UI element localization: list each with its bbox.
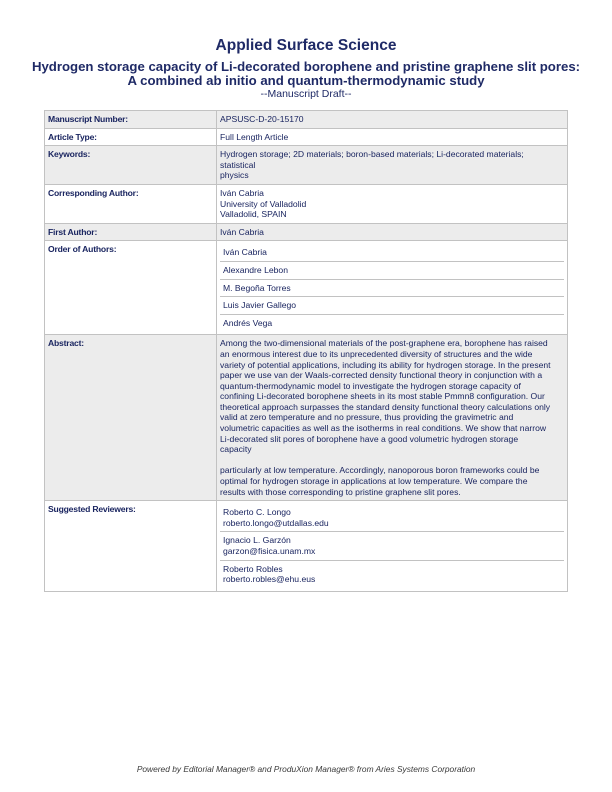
abstract-line: confining Li-decorated borophene sheets in its most stable Pmmn8 configuration. Our (220, 391, 545, 402)
reviewer-item (220, 532, 564, 560)
reviewer-name: Roberto C. Longo (223, 507, 291, 518)
manuscript-draft-label: --Manuscript Draft-- (260, 88, 352, 100)
label-keywords: Keywords: (45, 146, 217, 185)
label-manuscript-number: Manuscript Number: (45, 111, 217, 129)
value-order-of-authors (217, 241, 568, 335)
label-first-author: First Author: (45, 223, 217, 241)
corresponding-author-location: Valladolid, SPAIN (220, 209, 287, 220)
abstract-line: quantum-thermodynamic model to investigate the hydrogen storage capacity of (220, 380, 521, 391)
value-abstract (217, 335, 568, 501)
value-suggested-reviewers (217, 501, 568, 592)
row-order-of-authors (45, 241, 568, 335)
abstract-line: variety of potential applications, including its ability for hydrogen storage. In the present (220, 359, 551, 370)
value-first-author: Iván Cabria (217, 223, 568, 241)
abstract-line: Among the two-dimensional materials of the post-graphene era, borophene has raised (220, 338, 548, 349)
author-item: Alexandre Lebon (220, 262, 564, 280)
label-suggested-reviewers: Suggested Reviewers: (45, 501, 217, 592)
label-article-type: Article Type: (45, 128, 217, 146)
reviewer-name: Roberto Robles (223, 563, 283, 574)
label-corresponding-author: Corresponding Author: (45, 184, 217, 223)
title-line-1: Hydrogen storage capacity of Li-decorated borophene and pristine graphene slit pores: (31, 59, 581, 74)
journal-name: Applied Surface Science (215, 37, 397, 54)
keywords-line-1: Hydrogen storage; 2D materials; boron-based materials; Li-decorated materials; (220, 149, 524, 160)
author-item: Luis Javier Gallego (220, 297, 564, 315)
row-keywords (45, 146, 568, 185)
corresponding-author-affiliation: University of Valladolid (220, 198, 307, 209)
row-manuscript-number (45, 111, 568, 129)
row-abstract (45, 335, 568, 501)
abstract-line: theoretical approach surpasses the standard density functional theory calculations only (220, 401, 551, 412)
abstract-line: volumetric capacities as well as the isotherms in real conditions. We show that narrow (220, 423, 547, 434)
page-header (0, 37, 612, 100)
reviewer-email: garzon@fisica.unam.mx (223, 546, 316, 556)
author-item: M. Begoña Torres (220, 280, 564, 298)
value-article-type: Full Length Article (217, 128, 568, 146)
abstract-line: Li-decorated slit pores of borophene have a good volumetric hydrogen storage (220, 433, 519, 444)
value-corresponding-author (217, 184, 568, 223)
author-item: Andrés Vega (223, 317, 273, 328)
author-item: Iván Cabria (220, 244, 564, 262)
label-abstract: Abstract: (45, 335, 217, 501)
abstract-line: particularly at low temperature. Accordingly, nanoporous boron frameworks could be (220, 465, 540, 476)
row-corresponding-author (45, 184, 568, 223)
label-order-of-authors: Order of Authors: (45, 241, 217, 335)
row-article-type (45, 128, 568, 146)
keywords-line-2: statistical (220, 159, 256, 170)
abstract-line: capacity (220, 444, 252, 455)
paragraph-gap (220, 455, 564, 466)
title-line-2: A combined ab initio and quantum-thermodynamic study (127, 73, 485, 88)
value-manuscript-number: APSUSC-D-20-15170 (217, 111, 568, 129)
abstract-line: an enormous interest due to its unprecedented diversity of structures and the wide (220, 348, 533, 359)
abstract-line: paper we use van der Waals-corrected density functional theory in conjunction with a (220, 370, 543, 381)
reviewer-name: Ignacio L. Garzón (223, 535, 291, 546)
row-suggested-reviewers (45, 501, 568, 592)
value-keywords (217, 146, 568, 185)
row-first-author (45, 223, 568, 241)
reviewer-email: roberto.longo@utdallas.edu (223, 517, 329, 528)
abstract-line: optimal for hydrogen storage in applications at low temperature. We compare the (220, 476, 528, 487)
corresponding-author-name: Iván Cabria (220, 187, 264, 198)
abstract-line: results with those corresponding to pristine graphene slit pores. (220, 486, 461, 497)
manuscript-table (44, 110, 568, 592)
keywords-line-3: physics (220, 170, 249, 181)
abstract-line: valid at zero temperature and no pressure, thus providing the gravimetric and (220, 412, 514, 423)
reviewer-item (220, 504, 564, 532)
reviewer-email: roberto.robles@ehu.eus (223, 574, 316, 585)
reviewer-item (220, 561, 564, 588)
powered-by-footer: Powered by Editorial Manager® and ProduXion Manager® from Aries Systems Corporation (136, 764, 476, 774)
